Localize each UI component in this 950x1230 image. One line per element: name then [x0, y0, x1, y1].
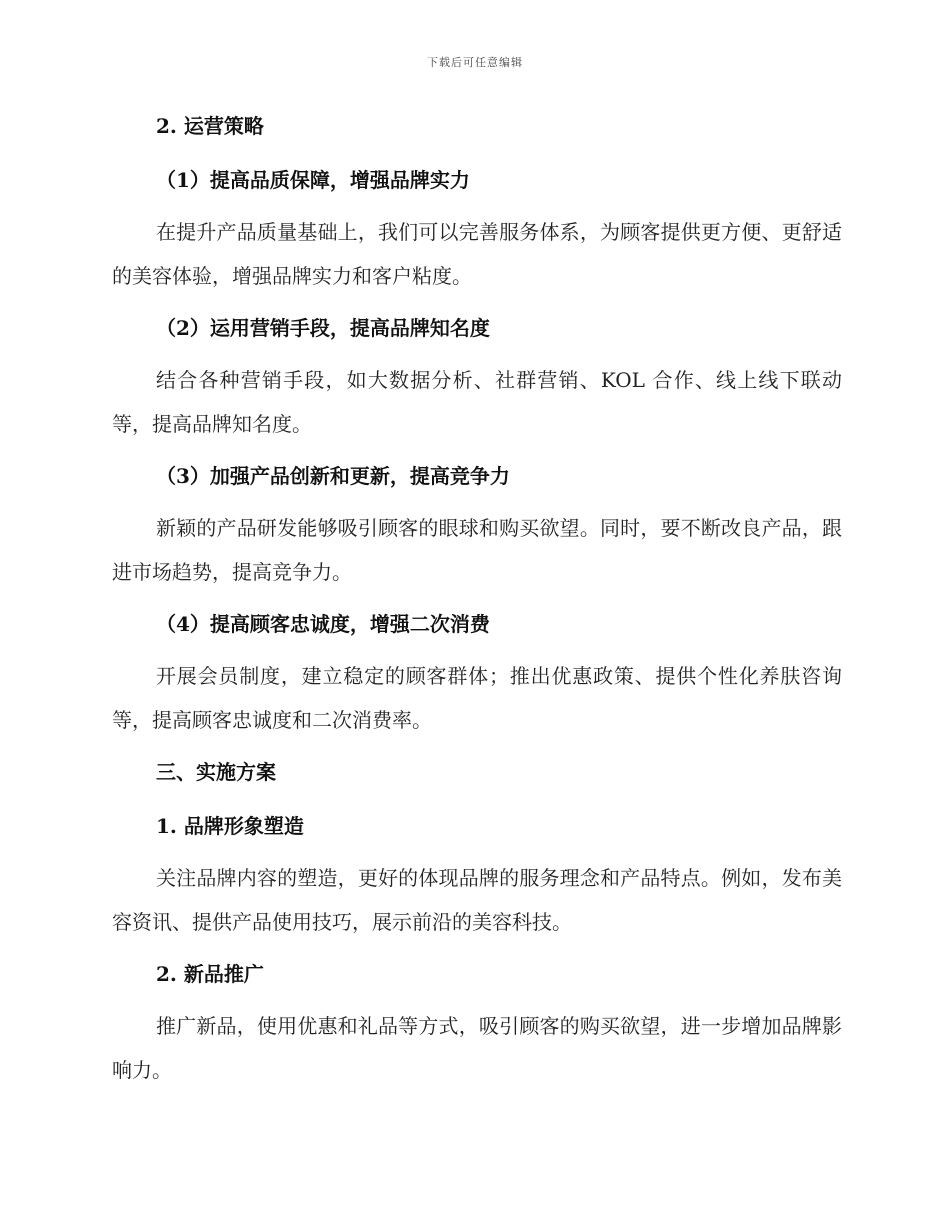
subheading-quality-assurance: （1）提高品质保障，增强品牌实力: [156, 168, 470, 192]
section-heading-implementation: 三、实施方案: [156, 760, 276, 784]
subheading-loyalty: （4）提高顾客忠诚度，增强二次消费: [156, 612, 490, 636]
section-heading-operations-strategy: 2. 运营策略: [156, 114, 264, 138]
paragraph-loyalty: 开展会员制度，建立稳定的顾客群体；推出优惠政策、提供个性化养肤咨询等，提高顾客忠诚度和二次消费率。: [112, 664, 842, 732]
paragraph-new-product-promotion: 推广新品，使用优惠和礼品等方式，吸引顾客的购买欲望，进一步增加品牌影响力。: [112, 1014, 842, 1082]
paragraph-brand-image: 关注品牌内容的塑造，更好的体现品牌的服务理念和产品特点。例如，发布美容资讯、提供产品使用技巧，展示前沿的美容科技。: [112, 866, 842, 934]
subheading-innovation: （3）加强产品创新和更新，提高竞争力: [156, 464, 510, 488]
document-body: [112, 108, 842, 1092]
subheading-marketing: （2）运用营销手段，提高品牌知名度: [156, 316, 490, 340]
heading-new-product-promotion: 2. 新品推广: [156, 962, 264, 986]
paragraph-marketing: 结合各种营销手段，如大数据分析、社群营销、KOL 合作、线上线下联动等，提高品牌知名度。: [112, 368, 842, 436]
heading-brand-image: 1. 品牌形象塑造: [156, 814, 304, 838]
paragraph-innovation: 新颖的产品研发能够吸引顾客的眼球和购买欲望。同时，要不断改良产品，跟进市场趋势，提高竞争力。: [112, 516, 842, 584]
header-note: 下载后可任意编辑: [427, 56, 523, 69]
paragraph-quality-assurance: 在提升产品质量基础上，我们可以完善服务体系，为顾客提供更方便、更舒适的美容体验，增强品牌实力和客户粘度。: [112, 220, 842, 288]
